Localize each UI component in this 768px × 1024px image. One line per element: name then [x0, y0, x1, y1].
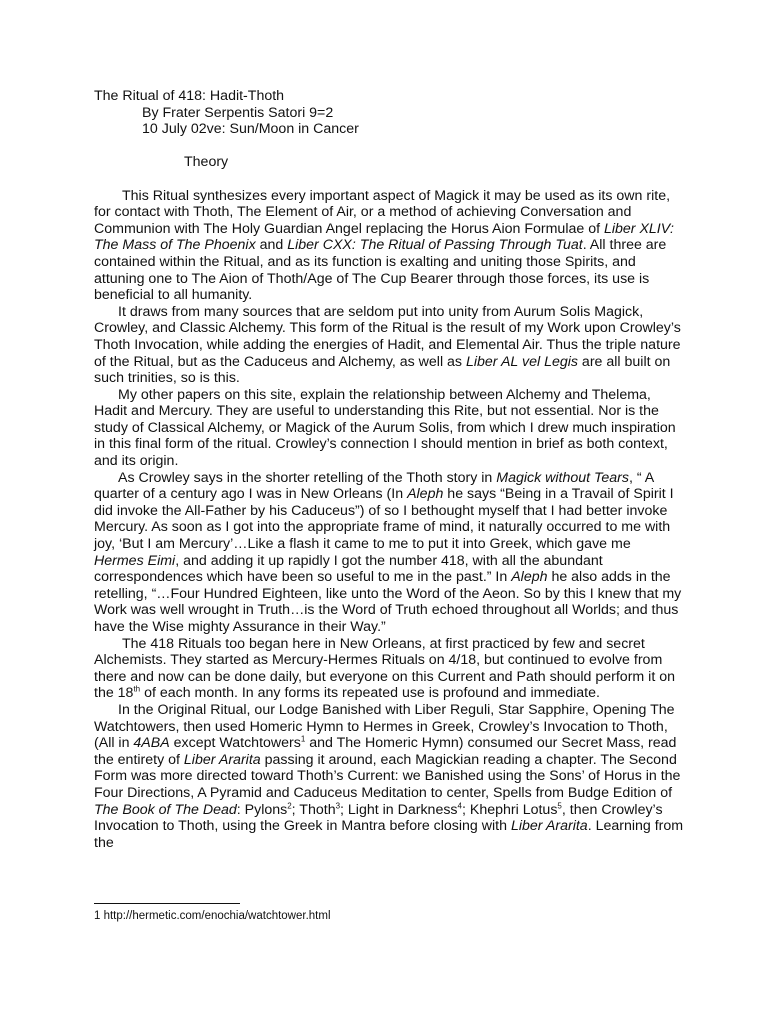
date-line: 10 July 02ve: Sun/Moon in Cancer: [142, 121, 359, 138]
paragraph-2: It draws from many sources that are seldom put into unity from Aurum Solis Magick, Crowley, and Classic Alchemy. This form of the Ritual is the result of my Work upon Crowley’s Thoth Invocation, while adding the energies of Hadit, and Elemental Air. Thus the triple nature of the Ritual, but as the Caduceus and Alchemy, as well as Liber AL vel Legis are all built on such trinities, so is this.: [94, 303, 681, 387]
paragraph-1: This Ritual synthesizes every important aspect of Magick it may be used as its own rite, for contact with Thoth, The Element of Air, or a method of achieving Conversation and Communion with The Holy Guardian Angel replacing the Horus Aion Formulae of Liber XLIV: The Mass of The Phoenix and Liber CXX: The Ritual of Passing Through Tuat. All three are contained within the Ritual, and as its function is exalting and uniting those Spirits, and attuning one to The Aion of Thoth/Age of The Cup Bearer through those forces, its use is beneficial to all humanity.: [94, 187, 674, 304]
paragraph-3: My other papers on this site, explain the relationship between Alchemy and Thelema, Hadit and Mercury. They are useful to understanding this Rite, but not essential. Nor is the study of Classical Alchemy, or Magick of the Aurum Solis, from which I drew much inspiration in this final form of the ritual. Crowley’s connection I should mention in brief as both context, and its origin.: [94, 386, 676, 470]
paragraph-4: As Crowley says in the shorter retelling of the Thoth story in Magick without Tears, “ A quarter of a century ago I was in New Orleans (In Aleph he says “Being in a Travail of Spirit I did invoke the All-Father by his Caduceus”) of so I bethought myself that I had better invoke Mercury. As soon as I got into the appropriate frame of mind, it naturally occurred to me with joy, ‘But I am Mercury’…Like a flash it came to me to put it into Greek, which gave me Hermes Eimi, and adding it up rapidly I got the number 418, with all the abundant correspondences which have been so useful to me in the past.” In Aleph he also adds in the retelling, “…Four Hundred Eighteen, like unto the Word of the Aeon. So by this I knew that my Work was well wrought in Truth…is the Word of Truth echoed throughout all Worlds; and thus have the Wise mighty Assurance in their Way.”: [94, 469, 682, 635]
footnote-ref-1: 1: [300, 734, 306, 744]
section-heading: Theory: [184, 154, 229, 171]
footnote-separator: [94, 903, 240, 904]
author-line: By Frater Serpentis Satori 9=2: [142, 104, 334, 121]
footnote: 1 http://hermetic.com/enochia/watchtower.html: [94, 910, 331, 922]
paragraph-6: In the Original Ritual, our Lodge Banished with Liber Reguli, Star Sapphire, Opening The Watchtowers, then used Homeric Hymn to Hermes in Greek, Crowley’s Invocation to Thoth, (All in 4ABA except Watchtowers$^1$ and The Homeric Hymn) consumed our Secret Mass, read the entirety of Liber Ararita passing it around, each Magickian reading a chapter. The Second Form was more directed toward Thoth’s Current: we Banished using the Sons’ of Horus in the Four Directions, A Pyramid and Caduceus Meditation to center, Spells from Budge Edition of The Book of The Dead: Pylons$^2$; Thoth$^3$; Light in Darkness$^4$; Khephri Lotus$^5$, then Crowley’s Invocation to Thoth, using the Greek in Mantra before closing with Liber Ararita. Learning from the: [94, 701, 684, 851]
paragraph-5: The 418 Rituals too began here in New Orleans, at first practiced by few and secret Alchemists. They started as Mercury-Hermes Rituals on 4/18, but continued to evolve from there and now can be done daily, but everyone on this Current and Path should perform it on the 18th of each month. In any forms its repeated use is profound and immediate.: [94, 635, 676, 702]
document-body: [94, 88, 684, 851]
document-title: The Ritual of 418: Hadit-Thoth: [94, 88, 285, 104]
